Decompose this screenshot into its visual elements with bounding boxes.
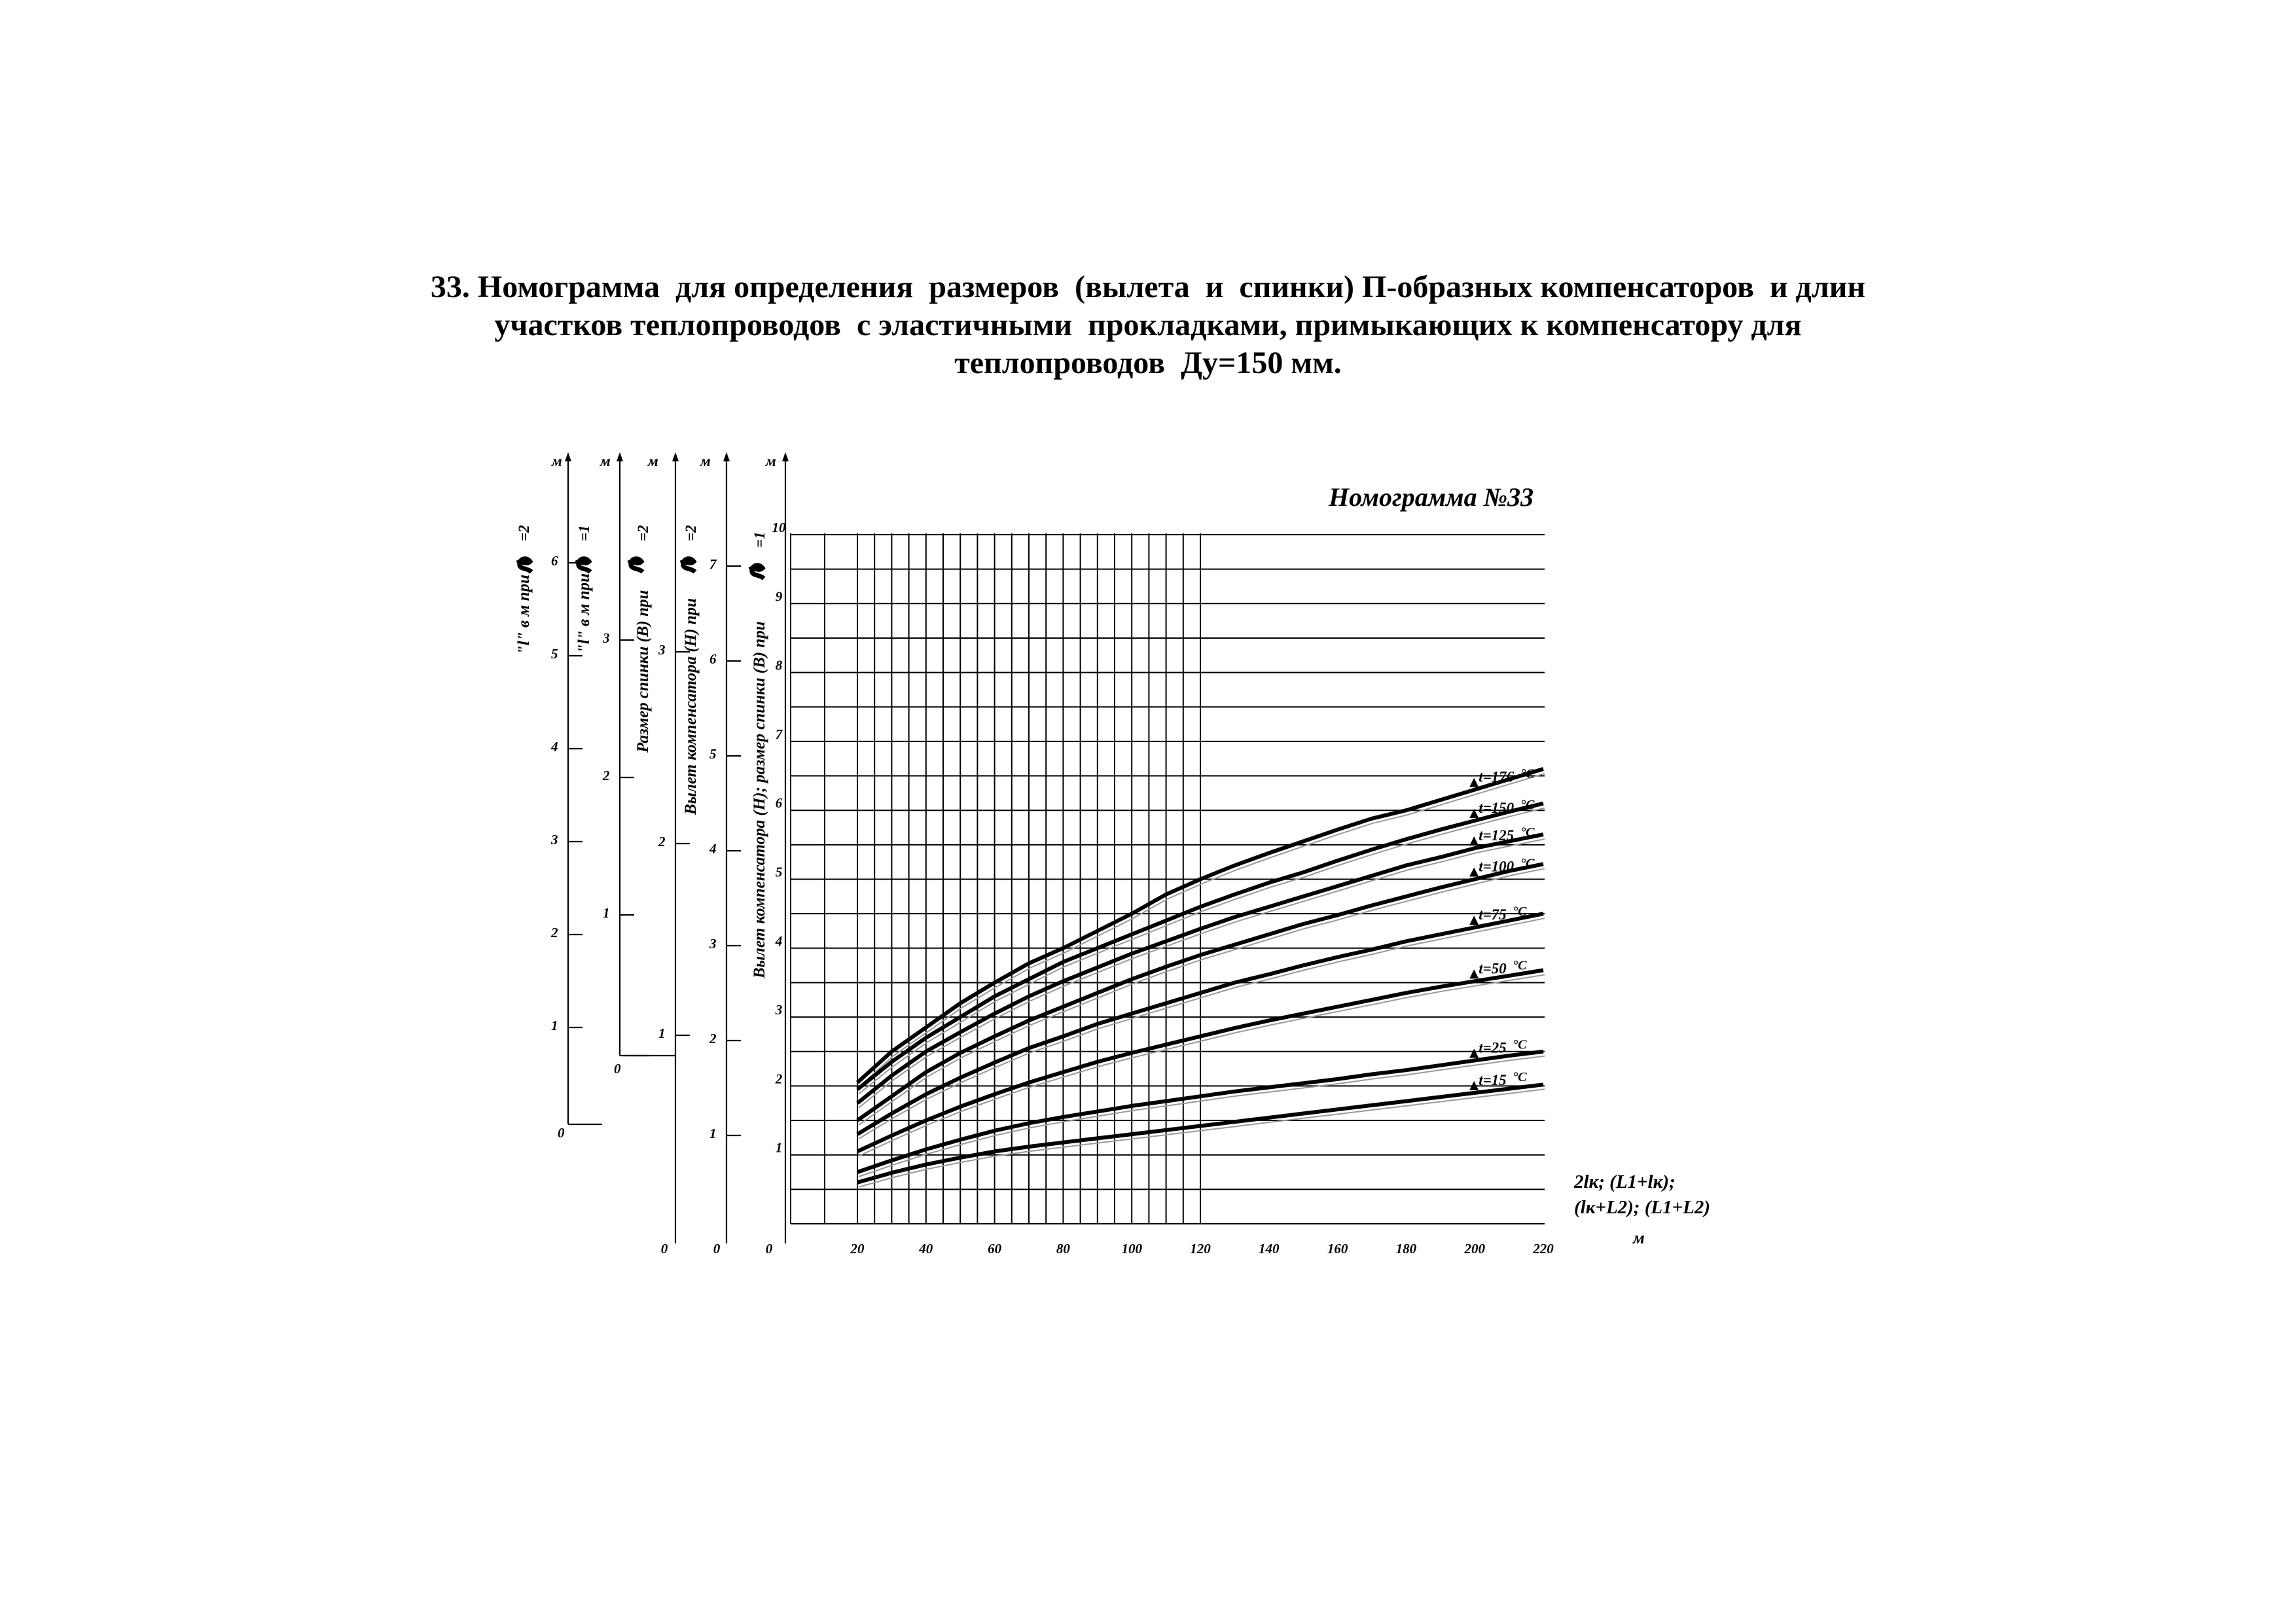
axis-arrow-icon	[672, 452, 679, 461]
scale-1	[515, 452, 602, 1141]
title-line-1: 33. Номограмма для определения размеров (вылета и спинки) П-образных компенсаторов и длин	[430, 270, 1866, 304]
x-tick-label: 160	[1327, 1241, 1348, 1257]
x-tick-label: 100	[1121, 1241, 1142, 1257]
gamma-symbol-icon	[517, 559, 531, 572]
scale-gamma-value: =2	[516, 525, 532, 541]
x-tick-label: 40	[919, 1241, 933, 1257]
series-marker-icon	[1469, 916, 1479, 925]
x-zero-label: 0	[713, 1241, 721, 1257]
axis-arrow-icon	[782, 452, 789, 461]
scale-label: Вылет компенсатора (Н) при	[682, 597, 700, 815]
scale-tick-label: 2	[603, 768, 610, 783]
scale-tick-label: 4	[709, 841, 717, 857]
x-zero-label: 0	[765, 1241, 773, 1257]
y-tick-label: 1	[775, 1139, 783, 1156]
series-marker-icon	[1469, 969, 1479, 978]
scale-tick-label: 5	[551, 646, 558, 662]
series-label-unit: °C	[1513, 958, 1527, 973]
scale-label: "l" в м при	[575, 573, 593, 653]
series-label: t=15	[1479, 1071, 1507, 1088]
x-tick-label: 60	[988, 1241, 1002, 1257]
series-label: t=50	[1479, 960, 1507, 977]
series-label: t=176	[1479, 768, 1515, 785]
series-label-unit: °C	[1520, 856, 1535, 871]
scale-tick-label: 1	[551, 1018, 558, 1033]
series-label-unit: °C	[1513, 1069, 1527, 1084]
axis-arrow-icon	[723, 452, 730, 461]
scale-gamma-value: =2	[635, 525, 651, 541]
series-label-unit: °C	[1513, 904, 1527, 919]
scale-label: Вылет компенсатора (Н); размер спинки (В) при	[751, 621, 768, 978]
nomogram-name-label: Номограмма №33	[1329, 482, 1534, 512]
x-tick-label: 140	[1259, 1241, 1280, 1257]
x-tick-label: 20	[850, 1241, 865, 1257]
y-tick-label: 9	[775, 588, 783, 605]
gamma-symbol-icon	[681, 559, 695, 572]
series-label-unit: °C	[1520, 825, 1535, 840]
series-marker-icon	[1469, 836, 1479, 846]
scale-unit-label: м	[766, 453, 776, 469]
scale-gamma-value: =1	[576, 525, 592, 541]
title-line-3: теплопроводов Ду=150 мм.	[954, 346, 1342, 380]
series-label: t=125	[1479, 827, 1515, 844]
scale-5	[749, 452, 789, 1243]
scale-3	[625, 452, 690, 1243]
series-label: t=25	[1479, 1039, 1507, 1056]
y-tick-label: 8	[775, 657, 783, 673]
scale-gamma-value: =2	[683, 525, 699, 541]
scale-tick-label: 4	[551, 739, 558, 755]
scale-zero-label: 0	[614, 1061, 621, 1077]
scale-tick-label: 6	[551, 553, 558, 569]
chart-text	[1328, 482, 1710, 1247]
y-tick-label: 6	[775, 795, 783, 812]
series-marker-icon	[1469, 778, 1479, 787]
scale-label: "l" в м при	[515, 574, 533, 654]
x-tick-label: 200	[1464, 1241, 1485, 1257]
scale-label: Размер спинки (В) при	[634, 590, 652, 753]
y-tick-label: 10	[772, 520, 786, 535]
x-zero-label: 0	[660, 1241, 668, 1257]
scale-2	[575, 452, 649, 1077]
y-tick-label: 3	[775, 1002, 783, 1018]
x-tick-label: 220	[1533, 1241, 1554, 1257]
y-tick-label: 2	[775, 1071, 783, 1087]
gamma-symbol-icon	[749, 565, 764, 579]
scale-tick-label: 6	[709, 651, 717, 667]
x-axis-unit-label: м	[1633, 1228, 1645, 1247]
scale-tick-label: 3	[709, 936, 717, 952]
scale-zero-label: 0	[558, 1125, 565, 1141]
scale-tick-label: 2	[551, 925, 558, 940]
y-tick-label: 4	[775, 933, 783, 949]
scale-tick-label: 7	[709, 556, 717, 572]
axis-arrow-icon	[565, 452, 571, 461]
scale-4	[681, 452, 741, 1243]
scale-tick-label: 1	[658, 1026, 666, 1041]
series-label-unit: °C	[1513, 1037, 1527, 1052]
axis-arrow-icon	[617, 452, 623, 461]
scale-unit-label: м	[600, 453, 611, 469]
scale-gamma-value: =1	[751, 531, 768, 548]
title-line-2: участков теплопроводов с эластичными прокладками, примыкающих к компенсатору для	[494, 308, 1802, 342]
y-tick-label: 7	[775, 726, 783, 742]
series-label: t=150	[1479, 799, 1515, 816]
series-label-unit: °C	[1520, 766, 1535, 781]
chart-grid	[661, 520, 1554, 1257]
series-label-unit: °C	[1520, 797, 1535, 812]
scale-unit-label: м	[552, 453, 562, 469]
x-tick-label: 180	[1395, 1241, 1417, 1257]
series-label: t=100	[1479, 858, 1515, 875]
scale-tick-label: 2	[709, 1031, 717, 1046]
x-axis-label-line-1: 2lк; (L1+lк);	[1574, 1171, 1676, 1192]
x-tick-label: 120	[1190, 1241, 1211, 1257]
auxiliary-scales	[515, 452, 789, 1243]
gamma-symbol-icon	[576, 559, 590, 572]
scale-tick-label: 5	[709, 746, 717, 762]
scale-tick-label: 1	[709, 1126, 717, 1141]
gamma-symbol-icon	[628, 559, 643, 572]
series-marker-icon	[1469, 868, 1479, 877]
scale-tick-label: 3	[551, 832, 558, 847]
scale-unit-label: м	[700, 453, 711, 469]
series-marker-icon	[1469, 1048, 1479, 1058]
x-axis-label-line-2: (lк+L2); (L1+L2)	[1574, 1197, 1710, 1218]
scale-tick-label: 1	[603, 905, 610, 921]
y-tick-label: 5	[775, 864, 783, 880]
scale-tick-label: 3	[658, 642, 666, 658]
series-label: t=75	[1479, 906, 1507, 923]
scale-unit-label: м	[648, 453, 658, 469]
scale-tick-label: 3	[603, 630, 610, 646]
x-tick-label: 80	[1056, 1241, 1070, 1257]
scale-tick-label: 2	[658, 834, 666, 849]
